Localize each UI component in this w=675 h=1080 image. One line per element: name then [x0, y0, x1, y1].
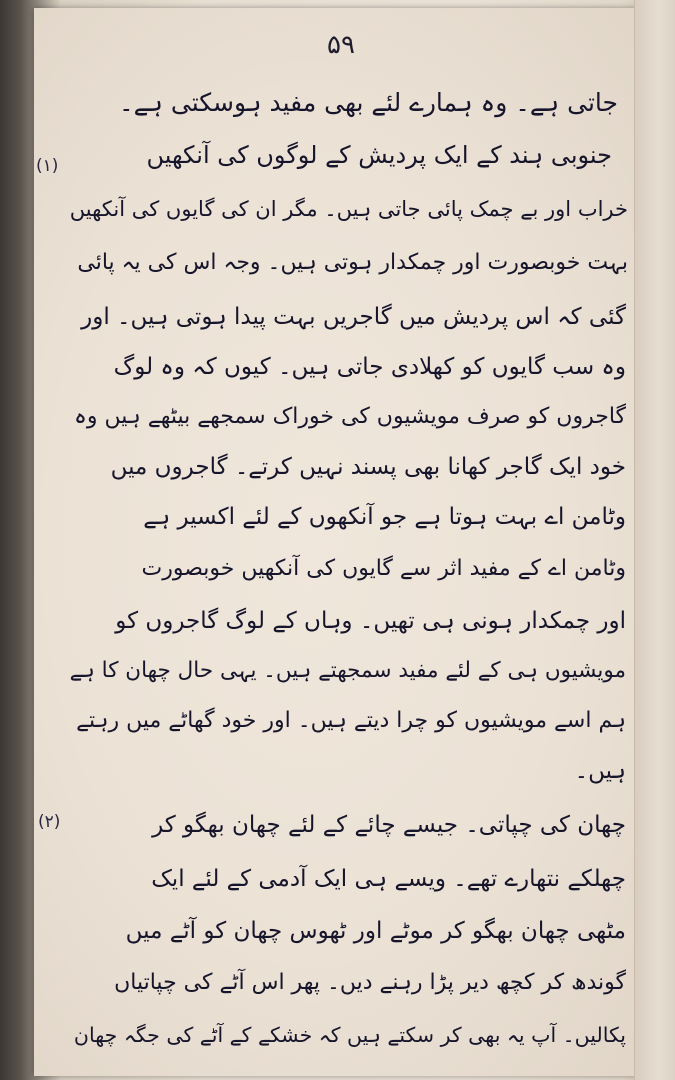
- paragraph-marker: (۱): [36, 156, 59, 176]
- text-line: گوندھ کر کچھ دیر پڑا رہنے دیں۔ پھر اس آٹے کی چپاتیاں: [114, 970, 626, 995]
- text-line: بہت خوبصورت اور چمکدار ہوتی ہیں۔ وجہ اس کی یہ پائی: [77, 250, 628, 275]
- paragraph-marker: (۲): [38, 812, 61, 832]
- text-line: وٹامن اے کے مفید اثر سے گایوں کی آنکھیں خوبصورت: [141, 556, 626, 581]
- book-page: [34, 8, 648, 1076]
- text-line: چھلکے نتھارے تھے۔ ویسے ہی ایک آدمی کے لئے ایک: [151, 866, 626, 892]
- text-line: گئی کہ اس پردیش میں گاجریں بہت پیدا ہوتی ہیں۔ اور: [81, 304, 626, 330]
- text-line: جاتی ہے۔ وہ ہمارے لئے بھی مفید ہوسکتی ہے۔: [118, 88, 618, 117]
- page-number: ۵۹: [327, 30, 355, 60]
- text-line: وہ سب گایوں کو کھلادی جاتی ہیں۔ کیوں کہ وہ لوگ: [113, 354, 626, 380]
- text-line: اور چمکدار ہونی ہی تھیں۔ وہاں کے لوگ گاجروں کو: [115, 608, 626, 634]
- text-line: ہم اسے مویشیوں کو چرا دیتے ہیں۔ اور خود گھاٹے میں رہتے: [76, 708, 626, 733]
- text-line: جنوبی ہند کے ایک پردیش کے لوگوں کی آنکھیں: [146, 141, 612, 169]
- adjacent-page-edge: [634, 0, 675, 1080]
- text-line: خراب اور بے چمک پائی جاتی ہیں۔ مگر ان کی گایوں کی آنکھیں: [69, 197, 628, 221]
- text-line: مٹھی چھان بھگو کر موٹے اور ٹھوس چھان کو آٹے میں: [125, 918, 626, 944]
- text-line: مویشیوں ہی کے لئے مفید سمجھتے ہیں۔ یہی حال چھان کا ہے: [69, 658, 626, 683]
- text-line: ہیں۔: [574, 758, 626, 784]
- text-line: وٹامن اے بہت ہوتا ہے جو آنکھوں کے لئے اکسیر ہے: [143, 504, 626, 530]
- text-line: خود ایک گاجر کھانا بھی پسند نہیں کرتے۔ گاجروں میں: [110, 454, 626, 480]
- text-line: چھان کی چپاتی۔ جیسے چائے کے لئے چھان بھگو کر: [152, 812, 626, 838]
- text-line: گاجروں کو صرف مویشیوں کی خوراک سمجھے بیٹھے ہیں وہ: [74, 404, 626, 429]
- text-line: پکالیں۔ آپ یہ بھی کر سکتے ہیں کہ خشکے کے آٹے کی جگہ چھان: [73, 1023, 626, 1047]
